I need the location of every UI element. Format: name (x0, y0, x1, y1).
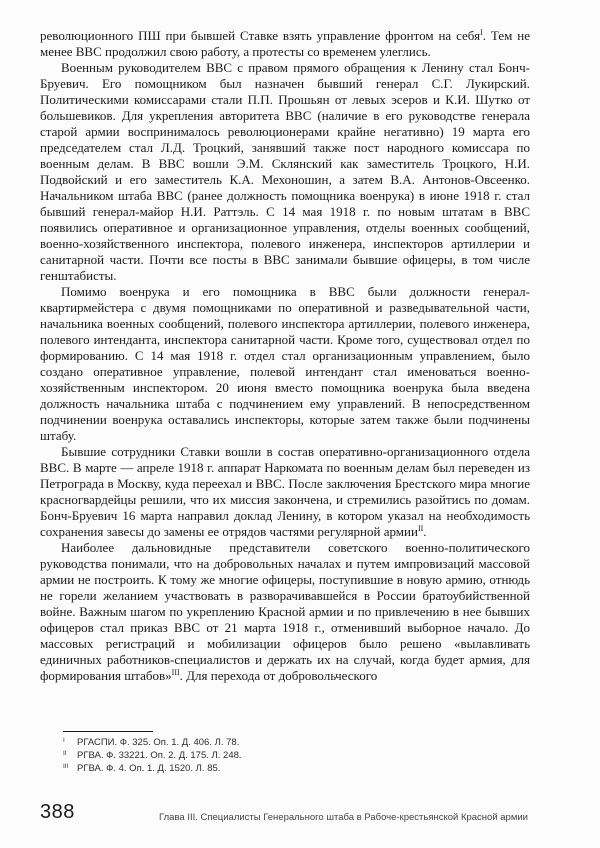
text-run: Наиболее дальновидные представители советского военно-политического руководства понимали, что на добровольных началах и путем импровизаций массовой армии не построить. К тому же многие офицеры, поступившие в новую армию, отнюдь не горели желанием участвовать в разворачивавшейся в России братоубийственной войне. Важным шагом по укреплению Красной армии и по привлечению в нее бывших офицеров стал приказ ВВС от 21 марта 1918 г., отменивший выборное начало. До массовых регистраций и мобилизации офицеров было решено «вылавливать единичных работников-специалистов и держать их на случай, когда будет армия, для формирования штабов» (40, 540, 530, 683)
footnote-marker: III (63, 762, 69, 770)
footnote-divider (63, 731, 153, 732)
page-number: 388 (40, 801, 75, 823)
footnote-item (63, 737, 533, 750)
text-run: революционного ПШ при бывшей Ставке взять управление фронтом на себя (40, 28, 481, 43)
footnote-text: РГВА. Ф. 33221. Оп. 2. Д. 175. Л. 248. (77, 749, 242, 761)
footnote-text: РГАСПИ. Ф. 325. Оп. 1. Д. 406. Л. 78. (77, 737, 240, 748)
text-run: . (423, 524, 427, 539)
footnote-marker: I (63, 737, 65, 744)
paragraph (40, 444, 530, 540)
footnote-item (63, 763, 533, 776)
running-footer: Глава III. Специалисты Генерального штаба в Рабоче-крестьянской Красной армии (159, 812, 528, 823)
footnote-ref-2: II (417, 524, 424, 533)
footnote-item (63, 750, 533, 763)
paragraph (40, 60, 530, 284)
text-run: Бывшие сотрудники Ставки вошли в состав оперативно-организационного отдела ВВС. В марте — апреле 1918 г. аппарат Наркомата по военным делам был переведен из Петрограда в Москву, куда переехал и ВВС. После заключения Брестского мира многие красногвардейцы решили, что их миссия закончена, и стремились разойтись по домам. Бонч-Бруевич 16 марта направил доклад Ленину, в котором указал на необходимость сохранения завесы до замены ее отрядов частями регулярной армии (40, 444, 530, 539)
footnote-text: РГВА. Ф. 4. Оп. 1. Д. 1520. Л. 85. (77, 762, 221, 774)
text-run: Помимо военрука и его помощника в ВВС были должности генерал-квартирмейстера с двумя помощниками по оперативной и разведывательной части, начальника военных сообщений, полевого инспектора артиллерии, полевого инженера, полевого интенданта, инспектора санитарной части. Кроме того, существовал отдел по формированию. С 14 мая 1918 г. отдел стал организационным управлением, было создано оперативное управление, полевой интендант стал именоваться военно-хозяйственным инспектором. 20 июня вместо помощника военрука была введена должность начальника штаба с подчинением ему управлений. В непосредственном подчинении военрука оставались инспекторы, которые затем также были подчинены штабу. (40, 284, 530, 443)
footnote-ref-3: III (171, 668, 180, 677)
footnotes-section (63, 737, 533, 775)
footnote-marker: II (63, 749, 67, 757)
footnote-ref-1: I (480, 28, 483, 37)
paragraph (40, 540, 530, 684)
paragraph (40, 284, 530, 444)
text-run: Военным руководителем ВВС с правом прямого обращения к Ленину стал Бонч-Бруевич. Его помощником был назначен бывший генерал С.Г. Лукирский. Политическими комиссарами стали П.П. Прошьян от левых эсеров и К.И. Шутко от большевиков. Для укрепления авторитета ВВС (наличие в его руководстве генерала старой армии воспринималось революционерами крайне негативно) 19 марта его председателем стал Л.Д. Троцкий, занявший также пост народного комиссара по военным делам. В ВВС вошли Э.М. Склянский как заместитель Троцкого, Н.И. Подвойский и его заместитель К.А. Мехоношин, а затем В.А. Антонов-Овсеенко. Начальником штаба ВВС (ранее должность помощника военрука) в июне 1918 г. стал бывший генерал-майор Н.И. Раттэль. С 14 мая 1918 г. по новым штатам в ВВС появились оперативное и организационное управления, отделы военных сообщений, военно-хозяйственного инспектора, полевого инженера, инспекторов артиллерии и санитарной части. Почти все посты в ВВС занимали бывшие офицеры, в том числе генштабисты. (40, 60, 530, 283)
text-run: . Тем не менее ВВС продолжил свою работу, а протесты со временем улеглись. (40, 28, 531, 59)
body-text (40, 28, 530, 684)
text-run: . Для перехода от добровольческого (179, 668, 378, 683)
paragraph (40, 28, 530, 60)
